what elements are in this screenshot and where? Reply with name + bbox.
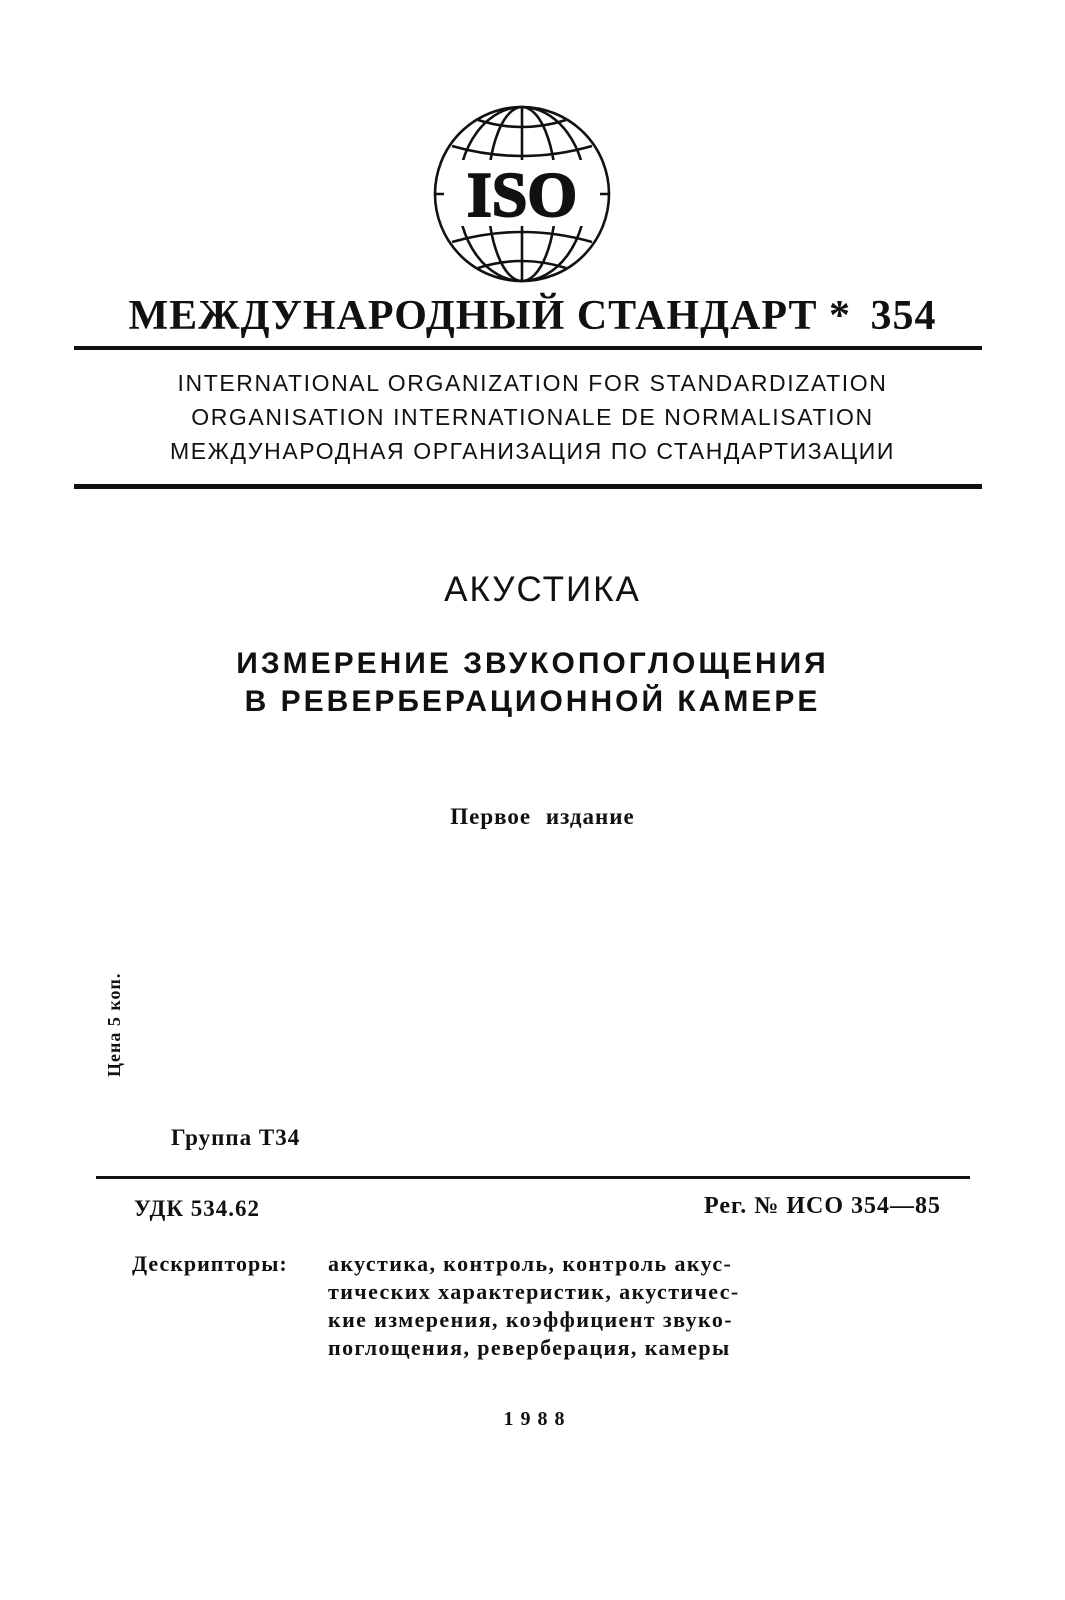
descriptors-label: Дескрипторы: [132,1251,288,1276]
publication-year: 1988 [503,1408,572,1430]
udk-label: УДК 534.62 [134,1196,261,1221]
iso-logo [430,102,614,286]
divider-bottom [96,1176,970,1179]
divider-middle [74,484,982,489]
document-title-line-1: ИЗМЕРЕНИЕ ЗВУКОПОГЛОЩЕНИЯ [236,647,829,680]
standard-title-text: МЕЖДУНАРОДНЫЙ СТАНДАРТ [128,293,818,339]
registration-number: Рег. № ИСО 354—85 [704,1193,941,1219]
organization-name-ru: МЕЖДУНАРОДНАЯ ОРГАНИЗАЦИЯ ПО СТАНДАРТИЗАЦИИ [169,438,896,464]
descriptors-line: поглощения, реверберация, камеры [328,1335,731,1360]
iso-globe-icon [430,102,614,286]
standard-title [0,292,1065,340]
price-label: Цена 5 коп. [104,972,124,1077]
descriptors-line: тических характеристик, акустичес- [328,1279,740,1304]
descriptors-line: кие измерения, коэффициент звуко- [328,1307,733,1332]
edition-label: Первое издание [450,804,635,829]
standard-number: 354 [870,293,937,339]
group-label: Группа Т34 [171,1125,301,1150]
document-title-line-2: В РЕВЕРБЕРАЦИОННОЙ КАМЕРЕ [244,685,821,718]
subject-heading: АКУСТИКА [444,570,641,609]
divider-top [74,346,982,350]
descriptors-line: акустика, контроль, контроль акус- [328,1251,733,1276]
organization-name-fr: ORGANISATION INTERNATIONALE DE NORMALISATION [191,404,874,430]
organization-name-en: INTERNATIONAL ORGANIZATION FOR STANDARDIZATION [177,370,888,396]
standard-star: * [829,293,852,339]
iso-logo-text: ISO [466,159,578,230]
